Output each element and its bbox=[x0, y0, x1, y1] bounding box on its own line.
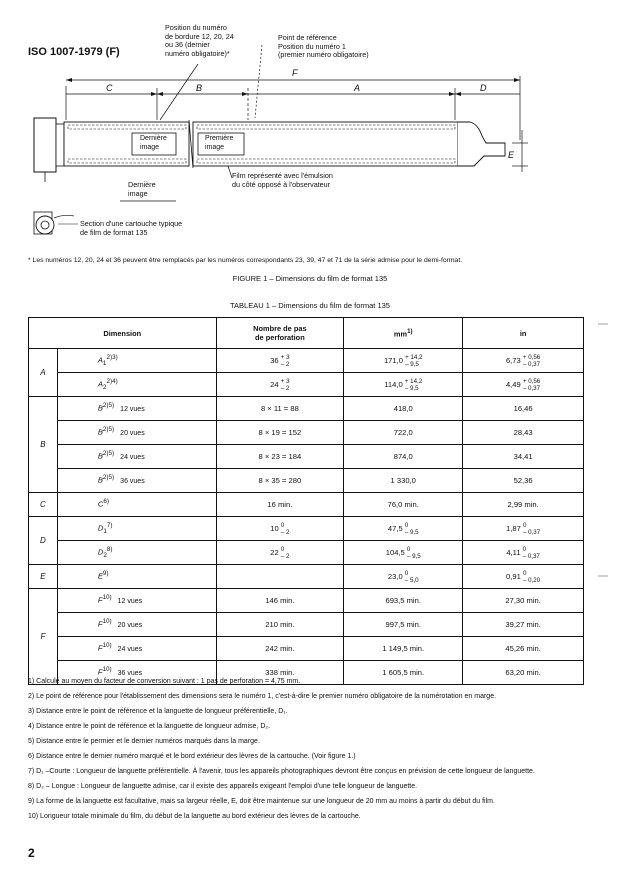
dimension-cell bbox=[57, 613, 216, 637]
views-label: 20 vues bbox=[117, 621, 143, 629]
in-value: 4,49 bbox=[505, 379, 521, 389]
mm-value: 1 330,0 bbox=[390, 476, 416, 485]
footnote-item: 1) Calculé au moyen du facteur de conversion suivant : 1 pas de perforation = 4,75 mm. bbox=[28, 678, 301, 685]
dimension-symbol: A bbox=[97, 355, 103, 365]
mm-value: 1 605,5 min. bbox=[382, 668, 425, 677]
dimension-cell bbox=[57, 445, 216, 469]
perforation-value: 10 bbox=[270, 523, 279, 533]
perforation-cell bbox=[216, 445, 344, 469]
perforation-cell bbox=[216, 637, 344, 661]
footnote-item: 9) La forme de la languette est facultative, mais sa largeur réelle, E, doit être maintenue sur une longueur de 20 mm au moins à partir du début du film. bbox=[28, 798, 495, 805]
mm-cell bbox=[344, 373, 463, 397]
table-row bbox=[29, 445, 584, 469]
mm-tolerance bbox=[405, 378, 422, 392]
mm-tolerance-upper: 0 bbox=[404, 521, 409, 529]
in-cell bbox=[463, 469, 584, 493]
in-tolerance-lower: – 0,37 bbox=[522, 528, 541, 536]
header-mm-sup: 1) bbox=[407, 327, 413, 335]
mm-cell bbox=[344, 637, 463, 661]
mm-cell bbox=[344, 469, 463, 493]
group-label: E bbox=[29, 565, 58, 589]
mm-cell bbox=[344, 445, 463, 469]
dimensions-table bbox=[28, 317, 584, 685]
dimension-footnote-ref: 6) bbox=[103, 497, 109, 505]
in-value: 34,41 bbox=[513, 452, 533, 461]
mm-tolerance-lower: – 9,5 bbox=[404, 528, 419, 536]
dimension-footnote-ref: 8) bbox=[106, 545, 113, 553]
in-cell bbox=[463, 517, 584, 541]
perforation-tolerance bbox=[281, 354, 290, 368]
in-value: 6,73 bbox=[505, 355, 521, 365]
perforation-value: 22 bbox=[270, 547, 279, 557]
dimension-footnote-ref: 2)5) bbox=[102, 473, 115, 481]
dimension-B-label: B bbox=[196, 83, 203, 93]
dimension-symbol: F bbox=[97, 595, 103, 605]
table-row bbox=[29, 637, 584, 661]
mm-tolerance-upper: + 14,2 bbox=[404, 377, 423, 385]
cartridge-section-note: Section d'une cartouche typique de film de format 135 bbox=[80, 219, 183, 237]
dimension-subscript: 1 bbox=[103, 528, 107, 536]
dimension-footnote-ref: 10) bbox=[102, 593, 112, 601]
perforation-cell bbox=[216, 421, 344, 445]
table-row bbox=[29, 589, 584, 613]
table-row bbox=[29, 613, 584, 637]
in-value: 16,46 bbox=[513, 404, 533, 413]
page-number: 2 bbox=[28, 846, 35, 860]
in-tolerance-lower: – 0,37 bbox=[522, 384, 541, 392]
group-label: A bbox=[29, 349, 58, 397]
header-mm-text: mm bbox=[393, 329, 408, 339]
mm-value: 47,5 bbox=[387, 523, 403, 533]
perforation-cell bbox=[216, 541, 344, 565]
mm-tolerance bbox=[405, 570, 419, 584]
perforation-value: 36 bbox=[270, 355, 279, 365]
in-tolerance-upper: + 0,56 bbox=[522, 377, 541, 385]
dimension-symbol: A bbox=[97, 379, 103, 389]
perforation-value: 8 × 35 = 280 bbox=[258, 476, 302, 485]
first-frame-label: Première image bbox=[205, 135, 234, 151]
mm-value: 23,0 bbox=[387, 571, 403, 581]
views-label: 12 vues bbox=[117, 597, 143, 605]
footnote-item: 8) D₂ – Longue : Longueur de languette admise, car il existe des appareils exigeant l'emploi d'une telle longueur de languette. bbox=[28, 783, 418, 790]
mm-value: 1 149,5 min. bbox=[382, 644, 425, 653]
in-tolerance-upper: 0 bbox=[522, 569, 527, 577]
table-row bbox=[29, 541, 584, 565]
in-value: 27,30 min. bbox=[505, 596, 541, 605]
perforation-cell bbox=[216, 397, 344, 421]
dimension-C-label: C bbox=[106, 83, 113, 93]
dimension-footnote-ref: 9) bbox=[102, 569, 109, 577]
in-value: 2,99 min. bbox=[507, 500, 539, 509]
dimension-cell bbox=[57, 493, 216, 517]
perforation-cell bbox=[216, 373, 344, 397]
in-cell bbox=[463, 421, 584, 445]
footnote-item: 3) Distance entre le point de référence et la languette de longueur préférentielle, D₁. bbox=[28, 708, 288, 715]
header-dimension: Dimension bbox=[29, 318, 217, 349]
perforation-tolerance bbox=[281, 546, 290, 560]
table-row bbox=[29, 373, 584, 397]
perforation-tolerance bbox=[281, 522, 290, 536]
dimension-symbol: D bbox=[97, 547, 104, 557]
mm-value: 997,5 min. bbox=[385, 620, 421, 629]
perforation-value: 242 min. bbox=[265, 644, 295, 653]
perforation-cell bbox=[216, 613, 344, 637]
mm-cell bbox=[344, 613, 463, 637]
in-tolerance bbox=[523, 378, 540, 392]
views-label: 36 vues bbox=[120, 477, 145, 485]
mm-value: 171,0 bbox=[383, 355, 403, 365]
mm-cell bbox=[344, 589, 463, 613]
perforation-cell bbox=[216, 493, 344, 517]
mm-cell bbox=[344, 517, 463, 541]
perforation-cell bbox=[216, 469, 344, 493]
group-label: D bbox=[29, 517, 58, 565]
dimension-subscript: 2 bbox=[103, 552, 107, 560]
views-label: 12 vues bbox=[120, 405, 145, 413]
margin-marks bbox=[596, 320, 616, 580]
in-cell bbox=[463, 349, 584, 373]
table-row bbox=[29, 469, 584, 493]
group-label: C bbox=[29, 493, 58, 517]
footnote-item: 6) Distance entre le dernier numéro marqué et le bord extérieur des lèvres de la cartouche. (Voir figure 1.) bbox=[28, 753, 356, 760]
mm-cell bbox=[344, 397, 463, 421]
mm-tolerance-upper: + 14,2 bbox=[405, 353, 423, 361]
dimension-D-label: D bbox=[480, 83, 487, 93]
in-cell bbox=[463, 565, 584, 589]
in-tolerance-upper: 0 bbox=[522, 521, 527, 529]
dimension-symbol: B bbox=[97, 451, 103, 461]
dimension-cell bbox=[57, 349, 216, 373]
perforation-value: 8 × 23 = 184 bbox=[258, 452, 302, 461]
mm-cell bbox=[344, 541, 463, 565]
dimension-A-label: A bbox=[354, 83, 361, 93]
group-label: B bbox=[29, 397, 58, 493]
figure-caption: FIGURE 1 – Dimensions du film de format 135 bbox=[232, 274, 388, 283]
perforation-value: 8 × 11 = 88 bbox=[260, 404, 299, 413]
mm-value: 693,5 min. bbox=[385, 596, 421, 605]
mm-tolerance-upper: 0 bbox=[406, 545, 411, 553]
table-caption: TABLEAU 1 – Dimensions du film de format 135 bbox=[230, 301, 390, 310]
last-frame-label: Dernière image bbox=[140, 135, 167, 151]
dimension-symbol: D bbox=[97, 523, 104, 533]
dimension-footnote-ref: 10) bbox=[102, 641, 112, 649]
in-cell bbox=[463, 613, 584, 637]
group-label: F bbox=[29, 589, 58, 685]
dimension-cell bbox=[57, 565, 216, 589]
dimension-subscript: 1 bbox=[102, 360, 107, 368]
dimension-symbol: B bbox=[97, 475, 103, 485]
footnote-item: 4) Distance entre le point de référence et la languette de longueur admise, D₂. bbox=[28, 723, 271, 730]
views-label: 24 vues bbox=[117, 645, 143, 653]
mm-value: 722,0 bbox=[393, 428, 413, 437]
perforation-value: 16 min. bbox=[267, 500, 293, 509]
perforation-value: 8 × 19 = 152 bbox=[258, 428, 302, 437]
in-value: 52,36 bbox=[513, 476, 533, 485]
table-row bbox=[29, 517, 584, 541]
dimension-E-label: E bbox=[508, 150, 515, 160]
perforation-tolerance-upper: 0 bbox=[280, 521, 285, 529]
in-cell bbox=[463, 445, 584, 469]
perforation-tolerance-lower: – 2 bbox=[280, 384, 290, 392]
in-value: 28,43 bbox=[513, 428, 533, 437]
dimension-symbol: F bbox=[97, 619, 103, 629]
table-row bbox=[29, 493, 584, 517]
perforation-cell bbox=[216, 565, 344, 589]
perforation-value: 24 bbox=[270, 379, 279, 389]
document-header: ISO 1007-1979 (F) bbox=[28, 46, 120, 58]
dimension-footnote-ref: 2)5) bbox=[102, 401, 115, 409]
dimension-symbol: C bbox=[97, 499, 104, 509]
table-row bbox=[29, 349, 584, 373]
in-tolerance-lower: – 0,37 bbox=[522, 552, 540, 560]
in-cell bbox=[463, 493, 584, 517]
dimension-symbol: B bbox=[97, 427, 103, 437]
in-tolerance-upper: + 0,56 bbox=[522, 353, 541, 361]
dimension-footnote-ref: 2)5) bbox=[102, 425, 115, 433]
header-in: in bbox=[463, 318, 584, 349]
mm-value: 104,5 bbox=[385, 547, 405, 557]
in-value: 39,27 min. bbox=[505, 620, 541, 629]
mm-tolerance-lower: – 9,5 bbox=[405, 360, 419, 368]
perforation-tolerance-upper: + 3 bbox=[280, 353, 290, 361]
mm-tolerance-lower: – 9,5 bbox=[404, 384, 419, 392]
dimension-cell bbox=[57, 589, 216, 613]
dimension-footnote-ref: 10) bbox=[102, 617, 112, 625]
dimension-footnote-ref: 10) bbox=[102, 665, 112, 673]
header-mm bbox=[344, 318, 463, 349]
dimension-cell bbox=[57, 517, 216, 541]
dimension-cell bbox=[57, 469, 216, 493]
mm-cell bbox=[344, 493, 463, 517]
table-header-row bbox=[29, 318, 584, 349]
dimension-symbol: F bbox=[97, 643, 103, 653]
perforation-cell bbox=[216, 517, 344, 541]
in-cell bbox=[463, 397, 584, 421]
perforation-tolerance-lower: – 2 bbox=[280, 360, 290, 368]
views-label: 24 vues bbox=[120, 453, 145, 461]
dimension-cell bbox=[57, 397, 216, 421]
in-tolerance-upper: 0 bbox=[522, 545, 527, 553]
film-orientation-note: Film représenté avec l'émulsion du côté opposé à l'observateur bbox=[232, 171, 333, 189]
dimension-symbol: B bbox=[97, 403, 103, 413]
mm-cell bbox=[344, 421, 463, 445]
mm-value: 114,0 bbox=[384, 379, 403, 389]
dimension-symbol: F bbox=[97, 667, 103, 677]
dimension-footnote-ref: 2)5) bbox=[102, 449, 115, 457]
in-tolerance bbox=[523, 570, 540, 584]
dimension-cell bbox=[57, 421, 216, 445]
mm-value: 76,0 min. bbox=[387, 500, 419, 509]
dimension-cell bbox=[57, 541, 216, 565]
perforation-value: 210 min. bbox=[265, 620, 295, 629]
mm-value: 874,0 bbox=[393, 452, 413, 461]
in-value: 0,91 bbox=[506, 571, 521, 581]
last-frame-label-2: Dernière image bbox=[128, 180, 156, 198]
footnotes bbox=[28, 677, 584, 827]
in-value: 63,20 min. bbox=[505, 668, 541, 677]
perforation-tolerance-upper: + 3 bbox=[280, 377, 290, 385]
mm-tolerance-upper: 0 bbox=[404, 569, 409, 577]
footnote-item: 7) D₁ –Courte : Longueur de languette préférentielle. À l'avenir, tous les appareils photographiques devront être conçus en prévision de cette longueur de languette. bbox=[28, 768, 535, 775]
table-row bbox=[29, 565, 584, 589]
mm-tolerance bbox=[405, 522, 419, 536]
perforation-cell bbox=[216, 349, 344, 373]
dimension-footnote-ref: 7) bbox=[106, 521, 113, 529]
table-row bbox=[29, 421, 584, 445]
footnote-item: 5) Distance entre le permier et le dernier numéros marqués dans la marge. bbox=[28, 738, 260, 745]
asterisk-footnote: * Les numéros 12, 20, 24 et 36 peuvent être remplacés par les numéros correspondants 23, 39, 47 et 71 de la série admise pour le demi-format. bbox=[28, 257, 463, 264]
perforation-cell bbox=[216, 589, 344, 613]
in-value: 4,11 bbox=[506, 547, 521, 557]
dimension-cell bbox=[57, 637, 216, 661]
mm-tolerance bbox=[407, 546, 421, 560]
dimension-cell bbox=[57, 373, 216, 397]
views-label: 20 vues bbox=[120, 429, 145, 437]
in-tolerance bbox=[523, 354, 540, 368]
mm-tolerance-lower: – 5,0 bbox=[404, 576, 419, 584]
in-cell bbox=[463, 637, 584, 661]
table-body bbox=[29, 349, 584, 685]
table-row bbox=[29, 397, 584, 421]
dimension-footnote-ref: 2)4) bbox=[106, 377, 118, 385]
reference-point-annotation: Point de référence Position du numéro 1 (premier numéro obligatoire) bbox=[278, 33, 369, 60]
mm-tolerance bbox=[405, 354, 422, 368]
dimension-footnote-ref: 2)3) bbox=[106, 353, 118, 361]
dimension-F-label: F bbox=[292, 68, 298, 78]
mm-value: 418,0 bbox=[393, 404, 413, 413]
views-label: 36 vues bbox=[117, 669, 143, 677]
perforation-tolerance-lower: – 2 bbox=[280, 552, 290, 560]
in-cell bbox=[463, 541, 584, 565]
in-value: 45,26 min. bbox=[505, 644, 541, 653]
header-perforation: Nombre de pas de perforation bbox=[216, 318, 344, 349]
perforation-tolerance-upper: 0 bbox=[280, 545, 285, 553]
in-tolerance-lower: – 0,37 bbox=[522, 360, 541, 368]
perforation-value: 338 min. bbox=[265, 668, 295, 677]
mm-cell bbox=[344, 349, 463, 373]
mm-tolerance-lower: – 9,5 bbox=[406, 552, 421, 560]
in-value: 1,87 bbox=[506, 523, 521, 533]
footnote-item: 10) Longueur totale minimale du film, du début de la languette au bord extérieur des lèvres de la cartouche. bbox=[28, 813, 361, 820]
perforation-tolerance-lower: – 2 bbox=[280, 528, 290, 536]
in-tolerance-lower: – 0,20 bbox=[522, 576, 541, 584]
perforation-value: 146 min. bbox=[265, 596, 295, 605]
mm-cell bbox=[344, 565, 463, 589]
dimension-symbol: E bbox=[97, 571, 103, 581]
edge-number-position-annotation: Position du numéro de bordure 12, 20, 24 ou 36 (dernier numéro obligatoire)* bbox=[165, 23, 234, 58]
perforation-tolerance bbox=[281, 378, 290, 392]
in-tolerance bbox=[523, 546, 540, 560]
in-cell bbox=[463, 589, 584, 613]
footnote-item: 2) Le point de référence pour l'établissement des dimensions sera le numéro 1, c'est-à-dire le premier numéro obligatoire de la numérotation en marge. bbox=[28, 693, 497, 700]
in-cell bbox=[463, 373, 584, 397]
in-tolerance bbox=[523, 522, 540, 536]
dimension-subscript: 2 bbox=[102, 384, 107, 392]
